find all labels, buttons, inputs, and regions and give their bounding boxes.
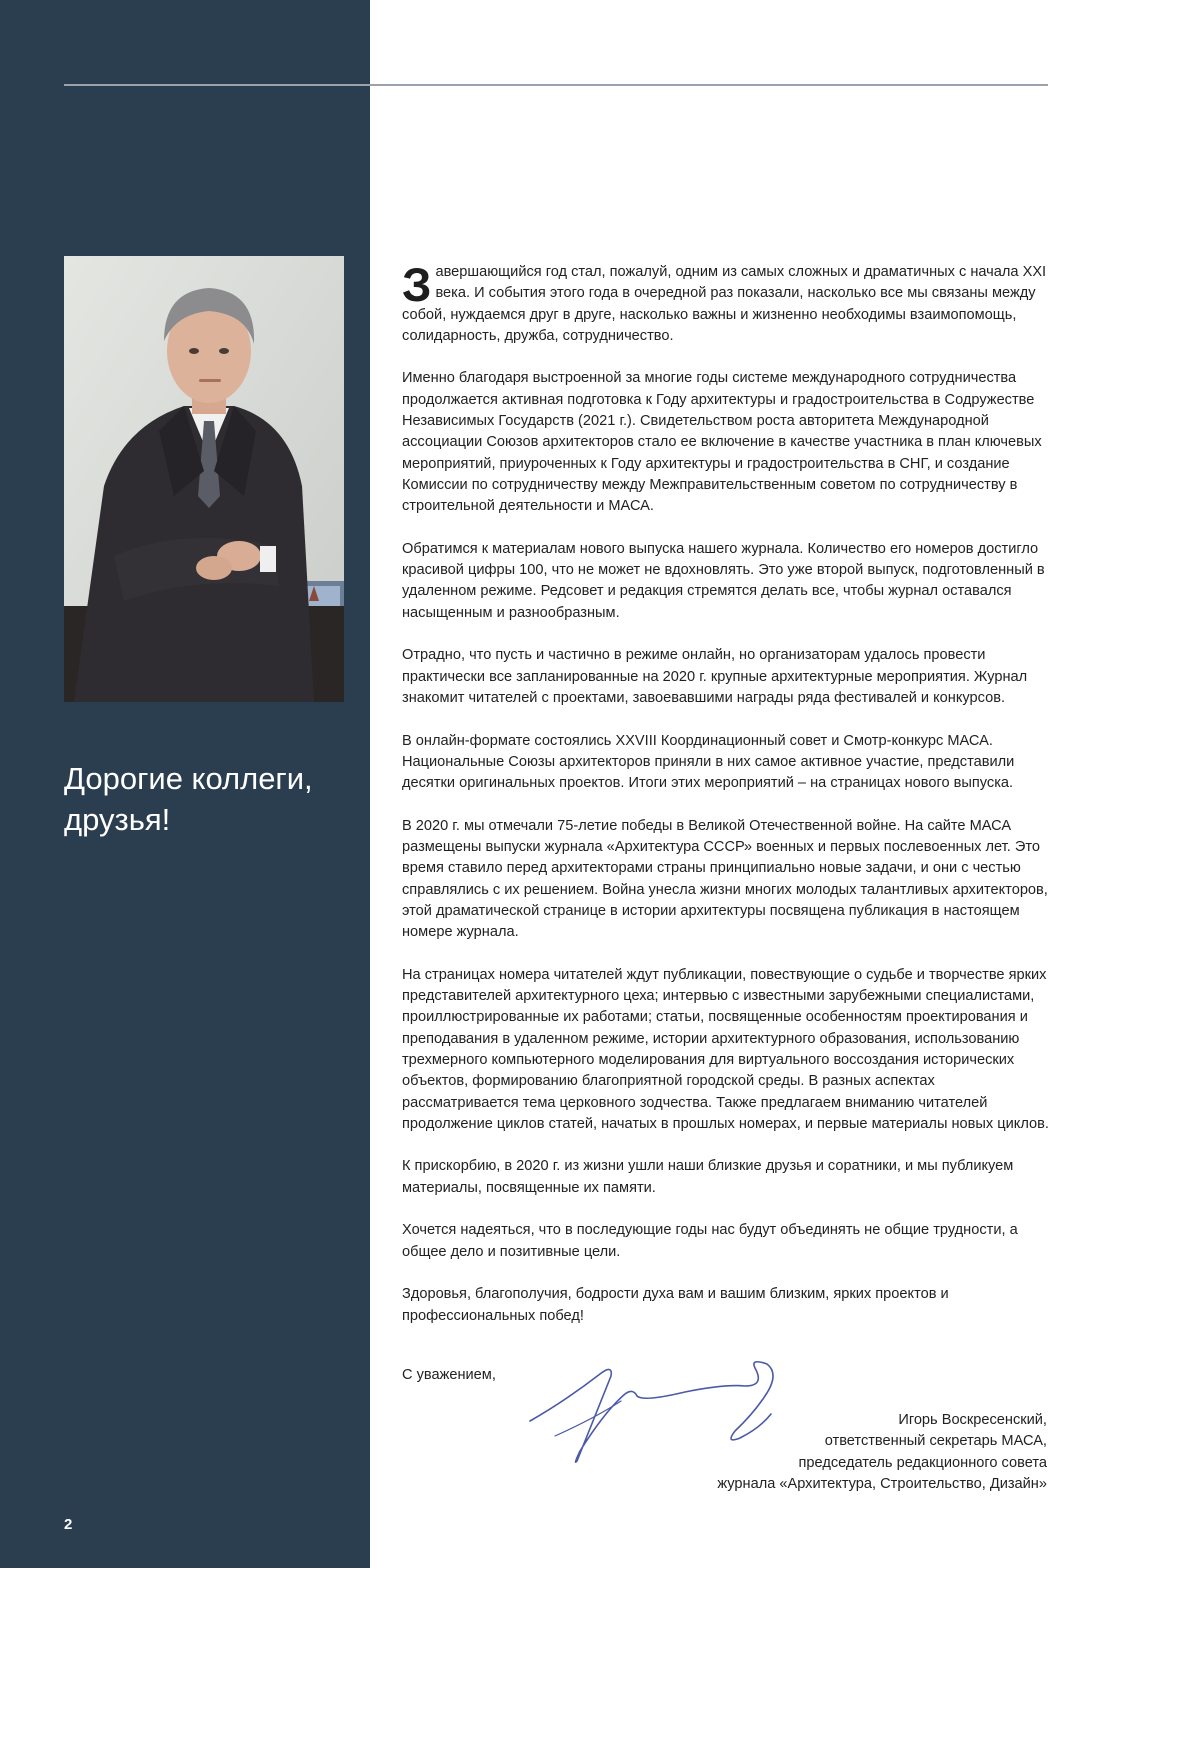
greeting-heading <box>64 758 354 840</box>
greeting-line-2: друзья! <box>64 802 171 837</box>
article-paragraph-1-text: авершающийся год стал, пожалуй, одним из самых сложных и драматичных с начала XXI века. И события этого года в очередной раз показали, насколько все мы связаны между собой, нуждаемся друг в друге, насколько важны и жизненно необходимы взаимопомощь, солидарность, дружба, сотрудничество. <box>402 264 1047 344</box>
signer-block <box>717 1410 1047 1495</box>
article-paragraph-7: На страницах номера читателей ждут публикации, повествующие о судьбе и творчестве ярких представителей архитектурного цеха; интервью с известными зарубежными специалистами, проиллюстрированные их работами; статьи, посвященные особенностям проектирования и преподавания в удаленном режиме, истории архитектурного образования, использованию трехмерного компьютерного моделирования для виртуального воссоздания исторических объектов, формированию благоприятной городской среды. В разных аспектах рассматривается тема церковного зодчества. Также предлагаем вниманию читателей продолжение циклов статей, начатых в прошлых номерах, и первые материалы новых циклов. <box>402 966 1049 1132</box>
closing-salutation: С уважением, <box>402 1367 496 1383</box>
drop-cap: З <box>402 258 432 311</box>
signer-role-3: журнала «Архитектура, Строительство, Дизайн» <box>717 1475 1047 1492</box>
article-paragraph-10: Здоровья, благополучия, бодрости духа вам и вашим близким, ярких проектов и профессиональных побед! <box>402 1286 949 1324</box>
header-rule <box>64 84 1048 86</box>
article-paragraph-4: Отрадно, что пусть и частично в режиме онлайн, но организаторам удалось провести практически все запланированные на 2020 г. крупные архитектурные мероприятия. Журнал знакомит читателей с проектами, завоевавшими награды ряда фестивалей и конкурсов. <box>402 647 1028 706</box>
signer-role-2: председатель редакционного совета <box>798 1454 1047 1471</box>
article-paragraph-1 <box>402 258 1050 347</box>
author-portrait <box>64 256 344 702</box>
signer-role-1: ответственный секретарь МАСА, <box>824 1433 1047 1450</box>
article-paragraph-8: К прискорбию, в 2020 г. из жизни ушли наши близкие друзья и соратники, и мы публикуем материалы, посвященные их памяти. <box>402 1158 1014 1196</box>
article-paragraph-2: Именно благодаря выстроенной за многие годы системе международного сотрудничества продолжается активная подготовка к Году архитектуры и градостроительства в Содружестве Независимых Государств (2021 г.). Свидетельством роста авторитета Международной ассоциации Союзов архитекторов стало ее включение в качестве участника в план ключевых мероприятий, приуроченных к Году архитектуры и градостроительства в СНГ, и создание Комиссии по сотрудничеству между Межправительственным советом по сотрудничеству в строительной деятельности и МАСА. <box>402 370 1042 515</box>
signer-name: Игорь Воскресенский, <box>898 1412 1047 1428</box>
page-number: 2 <box>64 1516 73 1533</box>
article-body <box>402 258 1050 1348</box>
greeting-line-1: Дорогие коллеги, <box>64 761 313 796</box>
article-paragraph-3: Обратимся к материалам нового выпуска нашего журнала. Количество его номеров достигло красивой цифры 100, что не может не вдохновлять. Это уже второй выпуск, подготовленный в удаленном режиме. Редсовет и редакция стремятся делать все, чтобы журнал оставался насыщенным и разнообразным. <box>402 540 1045 621</box>
article-paragraph-5: В онлайн-формате состоялись XXVIII Координационный совет и Смотр-конкурс МАСА. Национальные Союзы архитекторов приняли в них самое активное участие, представили десятки оригинальных проектов. Итоги этих мероприятий – на страницах нового выпуска. <box>402 732 1015 792</box>
article-paragraph-9: Хочется надеяться, что в последующие годы нас будут объединять не общие трудности, а общее дело и позитивные цели. <box>402 1222 1018 1260</box>
article-paragraph-6: В 2020 г. мы отмечали 75-летие победы в Великой Отечественной войне. На сайте МАСА размещены выпуски журнала «Архитектура СССР» военных и первых послевоенных лет. Это время ставило перед архитекторами страны принципиально новые задачи, и они с честью справлялись с их решением. Война унесла жизни многих молодых талантливых архитекторов, этой драматической странице в истории архитектуры посвящена публикация в настоящем номере журнала. <box>402 817 1048 941</box>
